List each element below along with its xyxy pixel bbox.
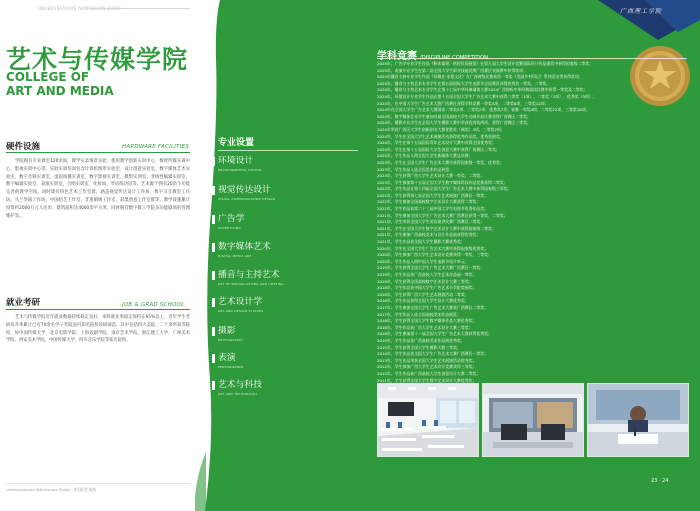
college-title-en bbox=[6, 70, 114, 98]
employment-heading: 就业考研 bbox=[6, 298, 41, 308]
major-name-en: ART AND TECHNOLOGY bbox=[218, 392, 258, 396]
major-advertising bbox=[218, 214, 358, 230]
competition-item: 2016年，学生作品获广西大学生艺术设计大赛三等奖； bbox=[377, 324, 473, 330]
competition-item: 2019年，学生获得全国大学生广告艺术大赛广西赛区一等奖； bbox=[377, 265, 485, 271]
major-photography bbox=[218, 326, 358, 342]
major-marker bbox=[212, 381, 215, 390]
competition-item: 2024年在全国大学生广告艺术大赛国家二等奖2项、三等奖2项；优秀奖7项；省赛一等奖4项、二等奖22项、三等奖18项； bbox=[377, 107, 590, 113]
studio-photo bbox=[482, 383, 584, 457]
competition-item: 2023年，学生参加第十五届全国大学生数字媒体科技作品竞赛获得二等奖； bbox=[377, 179, 508, 185]
major-name-en: ENVIRONMENTAL DESIGN bbox=[218, 168, 262, 172]
competition-item: 2023年，学生在全国大学生广告艺术大赛中获得国家级一等奖，优秀奖； bbox=[377, 159, 504, 165]
competition-item: 2015年，学生作品获广西高校美术作品展优秀奖； bbox=[377, 337, 465, 343]
competition-item: 2017年，学生参加全国大学生广告艺术大赛获广西赛区二等奖； bbox=[377, 304, 489, 310]
major-name: 数字媒体艺术 bbox=[218, 242, 271, 252]
competition-item: 2022年，学生参加全国高校数字艺术设计大赛获得二等奖； bbox=[377, 199, 481, 205]
major-marker bbox=[212, 298, 215, 307]
hardware-heading: 硬件设施 bbox=[6, 142, 41, 152]
college-title-en-line-1: COLLEGE OF bbox=[6, 70, 90, 84]
competition-item: 2024年，播音与主持艺术专业学生在第五届国际大学生电影节全国赛区获得优秀奖一等奖，二等奖； bbox=[377, 80, 551, 86]
competition-heading-en: /DISCIPLINE COMPETITION bbox=[420, 55, 489, 61]
competition-rule bbox=[377, 58, 687, 59]
competition-item: 2014年，学生作品获全国大学生广告艺术大赛广西赛区一等奖； bbox=[377, 351, 489, 357]
top-header-rule bbox=[90, 8, 190, 9]
major-marker bbox=[212, 271, 215, 280]
competition-item: 2025年，表演专业学生在第二届全国大学生职业技能竞赛广西赛区表演赛中获得奖项； bbox=[377, 67, 527, 73]
major-name-en: VISUAL COMMUNICATION DESIGN bbox=[218, 197, 276, 201]
competition-item: 2018年，学生作品获得全国大学生设计大赛优秀奖； bbox=[377, 298, 469, 304]
broadcast-photo bbox=[587, 383, 689, 457]
major-marker bbox=[212, 215, 215, 224]
major-marker bbox=[212, 327, 215, 336]
competition-item: 2022年，学生作品在第十四届全国大学生广告艺术大赛中获得国家级三等奖； bbox=[377, 186, 512, 192]
competition-item: 2022年，学生作品获第二十三届中国大学生电视节优秀作品奖； bbox=[377, 206, 489, 212]
competition-item: 2022年，学生获得第七届全国大学生艺术展演广西赛区一等奖； bbox=[377, 192, 489, 198]
competition-item: 2019年，学生获得全国高校数字艺术设计大赛三等奖； bbox=[377, 278, 473, 284]
competition-item: 2024年，学生在第十五届国际青年艺术设计大赛中获得全国优秀奖； bbox=[377, 140, 496, 146]
competition-item: 2018年，学生获得广西大学生艺术展演活动二等奖； bbox=[377, 291, 469, 297]
competition-item: 2024年荣获广西区大学生创新创业大赛优胜奖（铜奖）3项，三等奖2项； bbox=[377, 126, 505, 132]
major-name: 环境设计 bbox=[218, 156, 254, 166]
competition-item: 2021年，学生参加全国大学生广告艺术大赛广西赛区获得一等奖、二等奖； bbox=[377, 212, 508, 218]
competition-item: 2016年，学生获得全国大学生数字媒体作品大赛优秀奖； bbox=[377, 318, 477, 324]
classroom-photo-illustration bbox=[378, 384, 478, 456]
major-name-en: PHOTOGRAPHY bbox=[218, 338, 244, 342]
major-marker bbox=[212, 157, 215, 166]
competition-item: 2021年，学生荣获全国大学生英语演讲比赛广西赛区二等奖； bbox=[377, 219, 485, 225]
major-name-en: ART OF BROADCASTING AND HOSTING bbox=[218, 282, 284, 286]
competition-item: 2025年，广告学专业学生作品《粉本童谣：纸绘民间视觉》在第九届大学生设计竞赛国际设计作品银奖中获得国家级二等奖； bbox=[377, 61, 594, 66]
major-name: 广告学 bbox=[218, 214, 245, 224]
major-name: 表演 bbox=[218, 353, 236, 363]
footer-left-text: Undergraduate Admissions Guide · 本科招生指南 bbox=[6, 487, 97, 492]
major-visual-communication bbox=[218, 185, 358, 201]
competition-item: 2018年，学生作品获中国大学生广告艺术节学院奖铜奖； bbox=[377, 285, 477, 291]
college-title-en-line-2: ART AND MEDIA bbox=[6, 84, 114, 98]
badge-text: 广西理工学院 bbox=[620, 8, 663, 15]
major-marker bbox=[212, 243, 215, 252]
competition-item: 2023年，学生作品入选全国美术作品展览； bbox=[377, 166, 454, 172]
major-name: 艺术与科技 bbox=[218, 380, 262, 390]
major-name: 摄影 bbox=[218, 326, 236, 336]
major-name: 播音与主持艺术 bbox=[218, 270, 280, 280]
college-title-cn: 艺术与传媒学院 bbox=[6, 45, 189, 74]
competition-item: 2024年，在中国大学生广告艺术大赛广西赛区获得学科竞赛一等奖3项，二等奖8项，三等奖12项； bbox=[377, 100, 549, 106]
competition-item: 2011年，学生获得全国大学生数字艺术设计大赛优秀奖； bbox=[377, 377, 477, 383]
studio-photo-illustration bbox=[483, 384, 583, 456]
footer-rule bbox=[6, 483, 190, 484]
competition-item: 2012年，学生作品获广西高校大学生创意设计大赛二等奖； bbox=[377, 370, 481, 376]
major-name-en: PERFORMANCE bbox=[218, 365, 244, 369]
competition-item: 2024年，学生在全国大学生艺术展演活动获得优秀作品奖，优秀表演奖； bbox=[377, 133, 504, 139]
competition-item: 2021年，学生作品获全国大学生摄影大赛优秀奖； bbox=[377, 239, 465, 245]
competition-item: 2021年，学生参加广西高校美术与设计作品展获得优秀奖； bbox=[377, 232, 481, 238]
employment-rule bbox=[6, 309, 190, 310]
major-digital-media-art bbox=[218, 242, 358, 258]
competition-item: 2024年，学生在第十五届国际大学生创意大赛中获得广西赛区二等奖； bbox=[377, 146, 500, 152]
major-art-design-studies bbox=[218, 297, 358, 313]
major-name-en: ADVERTISING bbox=[218, 226, 241, 230]
competition-item: 2015年，学生获得全国大学生摄影大赛三等奖； bbox=[377, 344, 461, 350]
competition-list bbox=[377, 61, 687, 397]
employment-text: 艺术与传媒学院近年就业数据持续稳定良好，本科就业率稳定保持在95%以上，近年学生考研高升率累计已有70余名学子考取国内知名院校读研深造，其中包括四大美院、二十余所高等院校，如中国传媒大学、北京电影学院、上海戏剧学院、南京艺术学院、浙江理工大学、广州美术学院、西安美术学院、中国传媒大学、四川音乐学院等知名院校。 bbox=[6, 315, 190, 344]
competition-item: 2024年，播音与主持艺术专业学生在第十七届中华经典诵读大赛2024广西视听中华经典诵读比赛中获得一等奖及二等奖； bbox=[377, 87, 588, 93]
competition-item: 2012年，学生参加广西大学生艺术设计竞赛获得三等奖； bbox=[377, 364, 477, 370]
major-name-en: ART AND DESIGN STUDIES bbox=[218, 309, 264, 313]
classroom-photo bbox=[377, 383, 479, 457]
major-art-technology bbox=[218, 380, 358, 396]
hardware-rule bbox=[6, 152, 190, 153]
competition-item: 2024年，数字媒体艺术学生参加首届全国高校大学生动画作品比赛获得广西赛区二等奖； bbox=[377, 113, 531, 119]
top-header-text: UNDERGRADUATE ADMISSIONS GUIDE bbox=[38, 6, 121, 11]
competition-item: 2019年，学生作品获广西高校大学生艺术作品展一等奖； bbox=[377, 272, 477, 277]
major-marker bbox=[212, 186, 215, 195]
competition-item: 2021年，学生在全国大学生数字艺术设计大赛中获得国家级二等奖； bbox=[377, 225, 496, 231]
major-name: 视觉传达设计 bbox=[218, 185, 271, 195]
major-name: 艺术设计学 bbox=[218, 297, 262, 307]
competition-item: 2025年播音主持专业学生作品《穿梭在·非遗文化》在广西省级比赛获得一等奖《美丽乡村印记》系列活动等获得奖项； bbox=[377, 74, 583, 80]
page-number: 23 · 24 bbox=[651, 478, 669, 484]
competition-item: 2024年，摄影专业学生在全国大学生摄影大赛中荣获优秀奖两项，获得广西赛区三等奖； bbox=[377, 120, 531, 126]
competition-item: 2020年，学生参加广西大学生艺术设计竞赛获得一等奖、三等奖； bbox=[377, 252, 492, 258]
hardware-text: 学院拥有专业教室120余间，教学实录情景实验，使用教学创新实训中心，数智传媒实训中心，影视实训中心等。实验实训培训包含计算机图形实验室、设计创意实验室、数字媒体艺术实验室、数字音频实训室、虚拟演播实训室、数字影视实训室、摄影实训室、非线性编辑实训室、数字编辑实验室、表演实训室、合唱实训室、化妆间、琴房练功房等，艺术源于拥有20余个功能完善的教学空间，同时建有特色艺术工作室群，涵盖视觉传达设计工作坊、数字交互教室工作坊、马兰华演工作坊、中国结艺工作室、非遗刺绣工作室、彩墨创意工作室群等。教学设施累计投资约2000万元人民币，建筑面积达4000余平方米，同时拥有数字媒工学院多功能剧场的管理维护等。 bbox=[6, 159, 190, 219]
competition-item: 2020年，学生在全国大学生广告艺术大赛中获得国家级优秀奖； bbox=[377, 245, 489, 251]
competition-item: 2023年，学生获得广西大学生艺术设计大赛一等奖、二等奖； bbox=[377, 173, 485, 179]
competition-item: 2016年，学生参加第十一届全国大学生广告艺术大赛获得优秀奖； bbox=[377, 331, 492, 337]
major-name-en: DIGITAL MEDIA ART bbox=[218, 254, 252, 258]
majors-rule bbox=[218, 150, 358, 151]
major-broadcasting-hosting bbox=[218, 270, 358, 286]
major-performance bbox=[218, 353, 358, 369]
competition-item: 2017年，学生作品入选全国高校美术作品展览； bbox=[377, 311, 461, 317]
competition-item: 2024年，学生作品入围全国大学生新媒体大赛总决赛； bbox=[377, 153, 473, 159]
competition-heading-cn: 学科竞赛 bbox=[377, 51, 417, 62]
employment-heading-en: JOB & GRAD SCHOOL bbox=[122, 302, 185, 308]
majors-heading: 专业设置 bbox=[218, 138, 255, 148]
major-environmental-design bbox=[218, 156, 358, 172]
broadcast-photo-illustration bbox=[588, 384, 688, 456]
competition-item: 2020年，学生作品入围中国大学生电影节短片单元； bbox=[377, 258, 469, 264]
hardware-heading-en: HARDWARE FACILITIES bbox=[122, 144, 190, 150]
competition-item: 2024年，环境设计专业学生作品在第十五届全国大学生广告艺术大赛中获得三等奖（1项），二等奖（3项），优秀奖（5项）； bbox=[377, 93, 597, 99]
major-marker bbox=[212, 354, 215, 363]
competition-item: 2013年，学生作品荣获全国大学生艺术展演活动优秀奖； bbox=[377, 357, 477, 363]
